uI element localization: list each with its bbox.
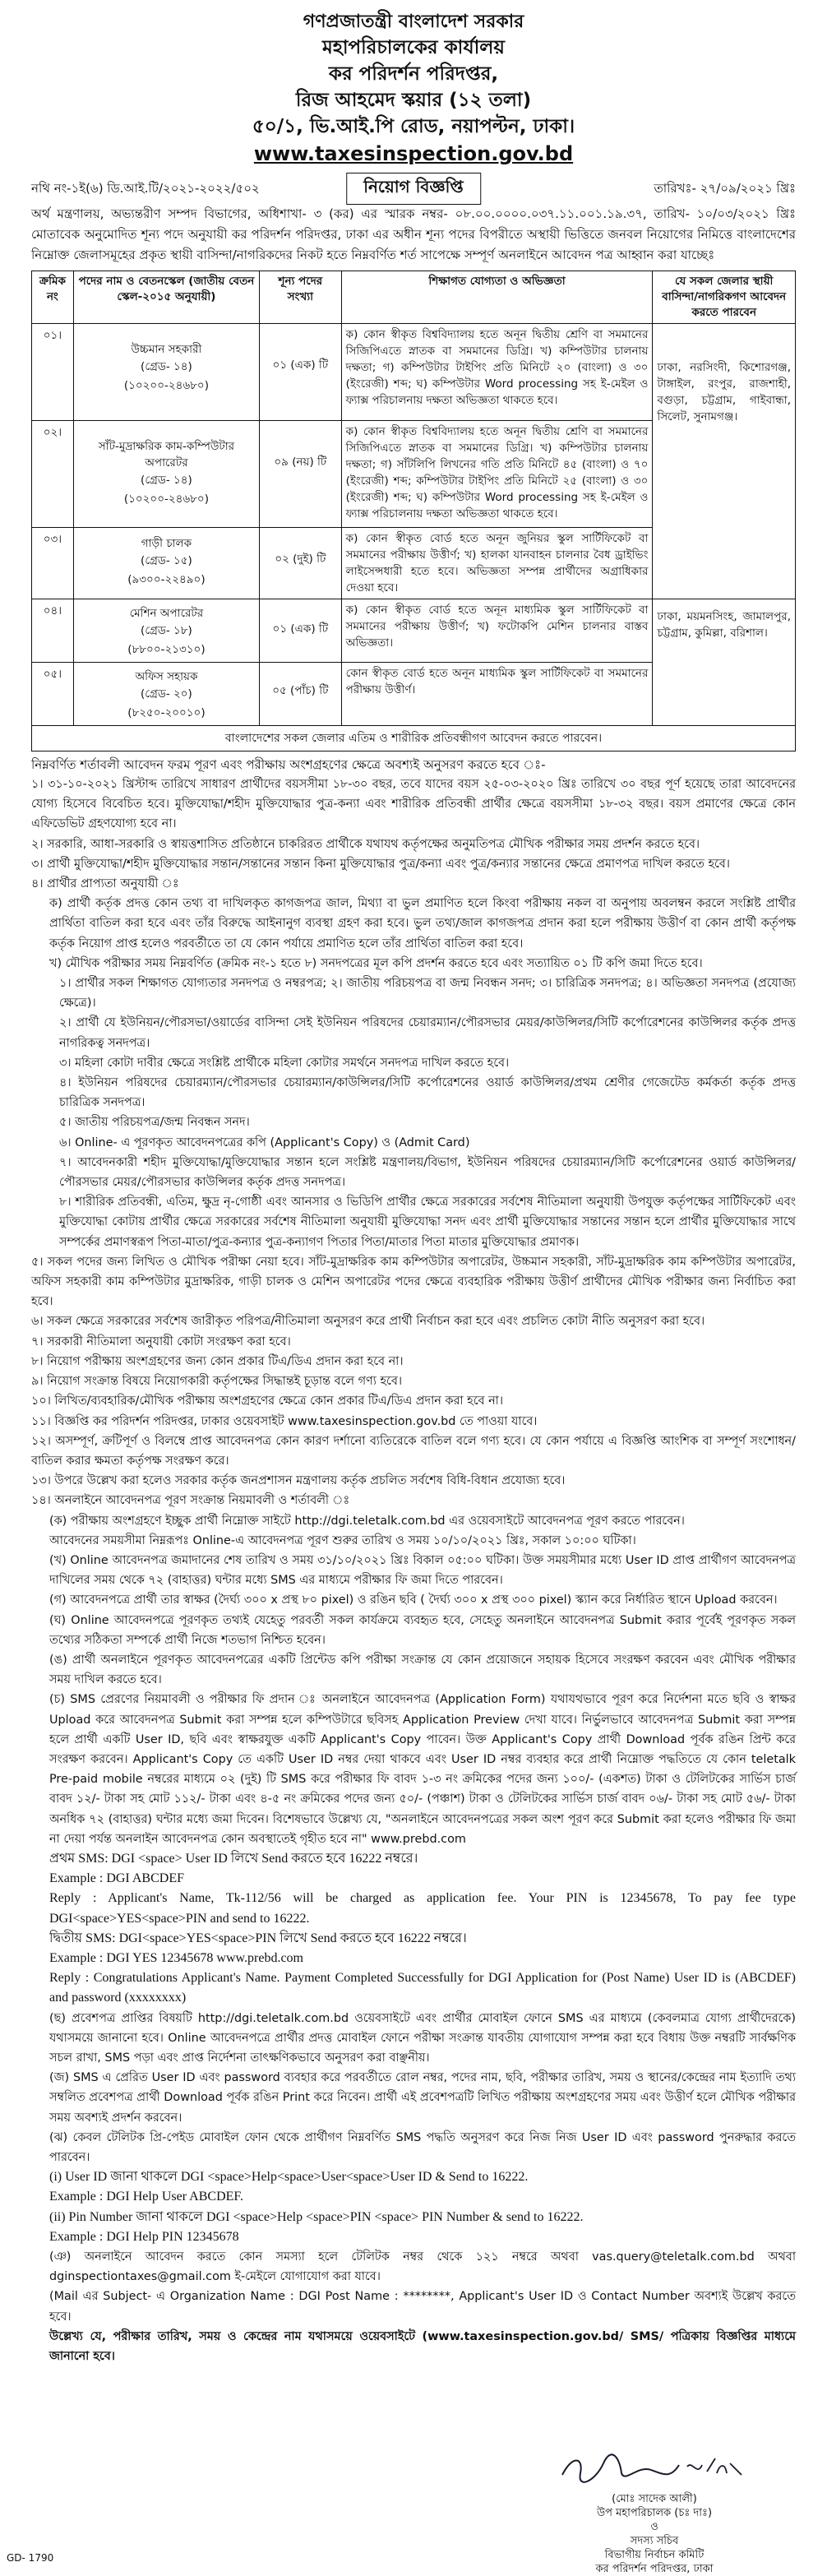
post-grade: (গ্রেড- ২০) (141, 687, 192, 701)
condition-item: (ছ) প্রবেশপত্র প্রাপ্তির বিষয়টি http://dgi.teletalk.com.bd ওয়েবসাইটে এবং প্রার্থীর মোবাইল ফোনে SMS এর মাধ্যমে (কেবলমাত্র যোগ্য প্রার্থীদেরকে) যথাসময়ে জানানো হবে। Online আবেদনপত্রে প্রার্থীর প্রদত্ত মোবাইল ফোনে পরীক্ষা সংক্রান্ত যাবতীয় যোগাযোগ সম্পন্ন করা হবে বিধায় উক্ত নম্বরটি সার্বক্ষণিক সচল রাখা, SMS পড়া এবং প্রাপ্ত নির্দেশনা তাৎক্ষণিকভাবে অনুসরণ করা বাঞ্ছনীয়। (49, 2011, 796, 2065)
office-name: মহাপরিচালকের কার্যালয় (322, 37, 505, 58)
letterhead (31, 10, 796, 168)
condition-item: (ঙ) প্রার্থী অনলাইনে পূরণকৃত আবেদনপত্রের একটি প্রিন্টেড কপি পরীক্ষা সংক্রান্ত যে কোন প্রয়োজনে সহায়ক হিসেবে সংরক্ষণ করবেন এবং মৌখিক পরীক্ষার সময় দাখিল করতে হবে। (49, 1653, 796, 1687)
count-value: ০১ (এক) টি (272, 622, 329, 636)
condition-item: ৮। নিয়োগ পরীক্ষায় অংশগ্রহণের জন্য কোন প্রকার টিএ/ডিএ প্রদান করা হবে না। (31, 1354, 404, 1368)
count-value: ০২ (দুই) টি (275, 553, 326, 566)
condition-item: (ঘ) Online আবেদনপত্রে পূরণকৃত তথ্যই যেহেতু পরবর্তী সকল কার্যক্রমে ব্যবহৃত হবে, সেহেতু অনলাইনে আবেদনপত্র Submit করার পূর্বেই পূরণকৃত সকল তথ্যের সঠিকতা সম্পর্কে প্রার্থী নিজে শতভাগ নিশ্চিত হবেন। (49, 1613, 796, 1647)
condition-item: ৬। Online- এ পূরণকৃত আবেদনপত্রের কপি (Applicant's Copy) ও (Admit Card) (59, 1135, 470, 1149)
condition-item: (চ) SMS প্রেরণের নিয়মাবলী ও পরীক্ষার ফি প্রদান ঃ অনলাইনে আবেদনপত্র (Application Form) যথাযথভাবে পূরণ করে নির্দেশনা মতে ছবি ও স্বাক্ষর Upload করে আবেদনপত্র Submit করা সম্পন্ন হলে কম্পিউটারে ছবিসহ Application Preview দেখা যাবে। নির্ভুলভাবে আবেদনপত্র Submit করা সম্পন্ন হলে প্রার্থী একটি User ID, ছবি এবং স্বাক্ষরযুক্ত একটি Applicant's Copy পাবেন। উক্ত Applicant's Copy প্রার্থী Download পূর্বক রঙিন প্রিন্ট করে সংরক্ষণ করবেন। Applicant's Copy তে একটি User ID নম্বর দেয়া থাকবে এবং User ID নম্বর ব্যবহার করে প্রার্থী নিম্নোক্ত পদ্ধতিতে যে কোন teletalk Pre-paid mobile নম্বরের মাধ্যমে ০২ (দুই) টি SMS করে পরীক্ষার ফি বাবদ ১-৩ নং ক্রমিকের পদের জন্য ১০০/- (একশত) টাকা ও টেলিটকের সার্ভিস চার্জ বাবদ ১২/- টাকা সহ মোট ১১২/- টাকা এবং ৪-৫ নং ক্রমিকের পদের জন্য ৫০/- (পঞ্চাশ) টাকা ও টেলিটকের সার্ভিস চার্জ বাবদ ০৬/- টাকা সহ মোট ৫৬/- টাকা অনধিক ৭২ (বাহাত্তর) ঘন্টার মধ্যে জমা দিবেন। বিশেষভাবে উল্লেখ্য যে, "অনলাইনে আবেদনপত্রের সকল অংশ পূরণ করে Submit করা হলেও পরীক্ষার ফি জমা না দেয়া পর্যন্ত অনলাইন আবেদনপত্র কোন অবস্থাতেই গৃহীত হবে না" www.prebd.com (49, 1693, 796, 1846)
address: ৫০/১, ভি.আই.পি রোড, নয়াপল্টন, ঢাকা। (252, 116, 575, 137)
sms-instruction: (ii) Pin Number জানা থাকলে DGI <space>Help <space>PIN <space> PIN Number & send to 16222. (49, 2209, 584, 2224)
table-row (32, 324, 796, 421)
signatory-designation: উপ মহাপরিচালক (চঃ দাঃ) (596, 2507, 713, 2519)
count-value: ০৫ (পাঁচ) টি (272, 684, 329, 697)
row-qualification: কোন স্বীকৃত বোর্ড হতে অনূন মাধ্যমিক স্কুল সার্টিফিকেট বা সমমানের পরীক্ষায় উত্তীর্ণ। (341, 663, 653, 726)
row-sl: ০৫। (32, 663, 74, 726)
condition-item: ১২। অসম্পূর্ণ, ক্রটিপূর্ণ ও বিলম্বে প্রাপ্ত আবেদনপত্র কোন কারণ দর্শানো ব্যতিরেকে বাতিল বলে গণ্য হবে। যে কোন পর্যায়ে এ বিজ্ঞপ্তি আংশিক বা সম্পূর্ণ সংশোধন/বাতিল করার ক্ষমতা কর্তৃপক্ষ সংরক্ষণ করে। (31, 1434, 796, 1468)
intro-paragraph: অর্থ মন্ত্রণালয়, অভ্যন্তরীণ সম্পদ বিভাগের, অধিশাখা- ৩ (কর) এর স্মারক নম্বর- ০৮.০০.০০০০.০৩৭.১১.০০১.১৯.৩৭, তারিখ- ১০/০৩/২০২১ খ্রিঃ মোতাবেক অনুমোদিত শূন্য পদে অনুযায়ী কর পরিদর্শন পরিদপ্তর, ঢাকা এর অধীন শূন্য পদের বিপরীতে অস্থায়ী ভিত্তিতে জনবল নিয়োগের নিমিত্তে বাংলাদেশের নিম্নোক্ত জেলাসমূহের প্রকৃত স্থায়ী বাসিন্দা/নাগরিকদের নিকট হতে নিম্নবর্ণিত শর্ত সাপেক্ষে সম্পূর্ণ অনলাইনে আবেদন পত্র আহ্বান করা যাচ্ছেঃ (31, 206, 796, 262)
sms-instruction: (i) User ID জানা থাকলে DGI <space>Help<space>User<space>User ID & Send to 16222. (49, 2170, 529, 2185)
govt-name: গণপ্রজাতন্ত্রী বাংলাদেশ সরকার (303, 12, 524, 32)
row-district (653, 599, 796, 726)
condition-item: ১। প্রার্থীর সকল শিক্ষাগত যোগ্যতার সনদপত্র ও নম্বরপত্র; ২। জাতীয় পরিচয়পত্র বা জন্ম নিবন্ধন সনদ; ৩। চারিত্রিক সনদপত্র; ৪। অভিজ্ঞতা সনদপত্র (প্রযোজ্য ক্ষেত্রে)। (59, 977, 796, 1011)
condition-item: (খ) Online আবেদনপত্র জমাদানের শেষ তারিখ ও সময় ৩১/১০/২০২১ খ্রিঃ বিকাল ০৫:০০ ঘটিকা। উক্ত সময়সীমার মধ্যে User ID প্রাপ্ত প্রার্থীগণ আবেদনপত্র দাখিলের সময় থেকে ৭২ (বাহাত্তর) ঘন্টার মধ্যে SMS এর মাধ্যমে পরীক্ষার ফি জমা দিতে পারবেন। (49, 1553, 796, 1588)
post-scale: (৯৩০০-২২৪৯০) (127, 573, 206, 586)
sms-example: Example : DGI YES 12345678 www.prebd.com (49, 1950, 303, 1965)
row-post (73, 421, 259, 528)
signature-block (547, 2449, 761, 2576)
sms-example: Example : DGI Help User ABCDEF. (49, 2190, 244, 2204)
condition-item: ক) প্রার্থী কর্তৃক প্রদত্ত কোন তথ্য বা দাখিলকৃত কাগজপত্র জাল, মিথ্যা বা ভুল প্রমাণিত হলে কিংবা পরীক্ষায় নকল বা অনুপায় অবলম্বন করলে সংশ্লিষ্ট প্রার্থীর প্রার্থিতা বাতিল করা হবে এবং তাঁর বিরুদ্ধে আইনানুগ ব্যবস্থা গ্রহণ করা হবে। ভুল তথ্য/জাল কাগজপত্র প্রদান করা হলে পরীক্ষায় উত্তীর্ণ বা কোন প্রার্থী কর্তৃপক্ষ কর্তৃক নিয়োগ প্রাপ্ত হলেও পরবর্তীতে তা যে কোন পর্যায়ে প্রমাণিত হলে তাঁর প্রার্থিতা বাতিল করা হবে। (49, 897, 796, 950)
table-note-row (32, 726, 796, 752)
signatory-role: সদস্য সচিব (630, 2535, 679, 2547)
post-title: মেশিন অপারেটর (129, 607, 204, 620)
department-name: কর পরিদর্শন পরিদপ্তর, (328, 63, 499, 85)
condition-item: ১১। বিজ্ঞপ্তি কর পরিদর্শন পরিদপ্তর, ঢাকার ওয়েবসাইট www.taxesinspection.gov.bd তে পাওয়া যাবে। (31, 1414, 538, 1428)
row-sl: ০২। (32, 421, 74, 528)
condition-item: ৫। জাতীয় পরিচয়পত্র/জন্ম নিবন্ধন সনদ। (59, 1116, 250, 1130)
row-post (73, 663, 259, 726)
vacancy-table (31, 271, 796, 752)
sms-reply: Reply : Applicant's Name, Tk-112/56 will be charged as application fee. Your PIN is 12345678, To pay fee type DGI<space>YES<space>PIN and send to 16222. (49, 1891, 796, 1926)
row-post (73, 528, 259, 599)
conditions-title: নিম্নবর্ণিত শর্তাবলী আবেদন ফরম পূরণ এবং পরীক্ষায় অংশগ্রহণের ক্ষেত্রে অবশ্যই অনুসরণ করতে হবে ঃ- (31, 757, 546, 772)
condition-item: ১০। লিখিত/ব্যবহারিক/মৌখিক পরীক্ষায় অংশগ্রহণের ক্ষেত্রে কোন প্রকার টিএ/ডিএ প্রদান করা হবে না। (31, 1394, 504, 1408)
row-count (260, 663, 342, 726)
post-scale: (১০২০০-২৪৬৮০) (123, 493, 209, 506)
mail-subject-note: (Mail এর Subject- এ Organization Name : DGI Post Name : ********, Applicant's User ID ও Contact Number অবশ্যই উল্লেখ করতে হবে। (49, 2290, 796, 2324)
table-header-row (32, 271, 796, 324)
condition-item: ৭। সরকারী নীতিমালা অনুযায়ী কোটা সংরক্ষণ করা হবে। (31, 1334, 291, 1348)
signatory-name: (মোঃ সাদেক আলী) (612, 2493, 697, 2505)
condition-item: ৬। সকল ক্ষেত্রে সরকারের সর্বশেষ জারীকৃত পরিপত্র/নীতিমালা অনুসরণ করে প্রার্থী নির্বাচন করা হবে এবং প্রচলিত কোটা নীতি অনুসরণ করা হবে। (31, 1315, 705, 1329)
district-list: ঢাকা, ময়মনসিংহ, জামালপুর, চট্টগ্রাম, কুমিল্লা, বরিশাল। (657, 610, 791, 640)
condition-item: (ঝ) কেবল টেলিটক প্রি-পেইড মোবাইল ফোন থেকে প্রার্থীগণ নিম্নবর্ণিত SMS পদ্ধতি অনুসরণ করে নিজ নিজ User ID এবং password পুনরুদ্ধার করতে পারবেন। (49, 2130, 796, 2165)
notice-title: নিয়োগ বিজ্ঞপ্তি (346, 173, 481, 205)
condition-item: ২। সরকারি, আধা-সরকারি ও স্বায়ত্তশাসিত প্রতিষ্ঠানে চাকরিরত প্রার্থীকে যথাযথ কর্তৃপক্ষের অনুমতিপত্র মৌখিক পরীক্ষার সময় প্রদর্শন করতে হবে। (31, 837, 700, 851)
sms-example: Example : DGI ABCDEF (49, 1871, 184, 1886)
post-grade: (গ্রেড- ১৮) (141, 624, 192, 637)
table-row (32, 599, 796, 663)
row-count (260, 528, 342, 599)
row-qualification: ক) কোন স্বীকৃত বোর্ড হতে অনূন মাধ্যমিক স্কুল সার্টিফিকেট বা সমমানের পরীক্ষায় উত্তীর্ণ; খ) ফটোকপি মেশিন চালনার বাস্তব অভিজ্ঞতা। (341, 599, 653, 663)
row-post (73, 324, 259, 421)
table-note: বাংলাদেশের সকল জেলার এতিম ও শারীরিক প্রতিবন্ধীগণ আবেদন করতে পারবেন। (32, 726, 796, 752)
signatory-office: কর পরিদর্শন পরিদপ্তর, ঢাকা (595, 2563, 714, 2575)
condition-item: (গ) আবেদনপত্রে প্রার্থী তার স্বাক্ষর (দৈর্ঘ্য ৩০০ x প্রস্থ ৮০ pixel) ও রঙিন ছবি ( দৈর্ঘ্য ৩০০ x প্রস্থ ৩০০ pixel) স্ক্যান করে নির্ধারিত স্থানে Upload করবেন। (49, 1593, 778, 1607)
row-district (653, 324, 796, 599)
row-sl: ০৪। (32, 599, 74, 663)
condition-item: ১৪। অনলাইনে আবেদনপত্র পূরণ সংক্রান্ত নিয়মাবলী ও শর্তাবলী ঃ (31, 1494, 350, 1508)
post-title: অফিস সহায়ক (135, 670, 198, 683)
post-grade: (গ্রেড- ১৪) (141, 360, 192, 373)
row-post (73, 599, 259, 663)
footer-code: GD- 1790 (7, 2552, 54, 2564)
condition-item: ৩। মহিলা কোটা দাবীর ক্ষেত্রে সংশ্লিষ্ট প্রার্থীকে মহিলা কোটার সমর্থনে সনদপত্র দাখিল করতে হবে। (59, 1056, 510, 1070)
col-qualification: শিক্ষাগত যোগ্যতা ও অভিজ্ঞতা (341, 271, 653, 324)
col-district: যে সকল জেলার স্থায়ী বাসিন্দা/নাগরিকগণ আবেদন করতে পারবেন (653, 271, 796, 324)
signatory-and: ও (650, 2521, 658, 2533)
row-count (260, 324, 342, 421)
row-qualification: ক) কোন স্বীকৃত বিশ্ববিদ্যালয় হতে অনূন দ্বিতীয় শ্রেণি বা সমমানের সিজিপিএতে স্নাতক বা সমমানের ডিগ্রি। খ) কম্পিউটার চালনায় দক্ষতা; গ) কম্পিউটার টাইপিং প্রতি মিনিটে ২০ (বাংলা) ও ৩০ (ইংরেজী) শব্দ; ঘ) কম্পিউটার Word processing সহ ই-মেইল ও ফ্যাক্স পরিচালনায় দক্ষতা অভিজ্ঞতা থাকতে হবে। (341, 324, 653, 421)
post-grade: (গ্রেড- ১৫) (141, 554, 192, 567)
col-post: পদের নাম ও বেতনস্কেল (জাতীয় বেতন স্কেল-২০১৫ অনুযায়ী) (73, 271, 259, 324)
sms-reply: Reply : Congratulations Applicant's Name. Payment Completed Successfully for DGI Application for (Post Name) User ID is (ABCDEF) and password (xxxxxxxx) (49, 1971, 796, 2005)
sms-example: Example : DGI Help PIN 12345678 (49, 2229, 239, 2244)
condition-item: ৮। শারীরিক প্রতিবন্ধী, এতিম, ক্ষুদ্র নৃ-গোষ্ঠী এবং আনসার ও ভিডিপি প্রার্থীর ক্ষেত্রে সরকারের সর্বশেষ নীতিমালা অনুযায়ী উপযুক্ত কর্তৃপক্ষের সার্টিফিকেট এবং মুক্তিযোদ্ধা কোটায় প্রার্থীর ক্ষেত্রে সরকারের সর্বশেষ নীতিমালা অনুযায়ী মুক্তিযোদ্ধা সনদ এবং প্রার্থী মুক্তিযোদ্ধার সন্তানের সন্তান হলে প্রার্থীর মুক্তিযোদ্ধার সাথে সম্পর্কের প্রমাণস্বরূপ পিতা-মাতা/পুত্র-কন্যার পুত্র-কন্যাগণ পিতার পিতা/মাতার পিতা মাতার মুক্তিযোদ্ধার প্রমাণক। (59, 1196, 796, 1249)
row-sl: ০১। (32, 324, 74, 421)
sms-instruction: দ্বিতীয় SMS: DGI<space>YES<space>PIN লিখে Send করতে হবে 16222 নম্বরে। (49, 1931, 467, 1945)
condition-item: ১। ৩১-১০-২০২১ খ্রিস্টাব্দ তারিখে সাধারণ প্রার্থীদের বয়সসীমা ১৮-৩০ বছর, তবে যাদের বয়স ২৫-০৩-২০২০ খ্রিঃ তারিখে ৩০ বছর পূর্ণ হয়েছে তারা আবেদনের যোগ্য হিসেবে বিবেচিত হবে। মুক্তিযোদ্ধা/শহীদ মুক্তিযোদ্ধার পুত্র-কন্যা এবং শারীরিক প্রতিবন্ধী প্রার্থীর ক্ষেত্রে বয়সসীমা ১৮-৩২ বছর। বয়স প্রমাণের ক্ষেত্রে কোন এফিডেভিট গ্রহণযোগ্য হবে না। (31, 778, 796, 831)
condition-item: ৭। আবেদনকারী শহীদ মুক্তিযোদ্ধা/মুক্তিযোদ্ধার সন্তান হলে সংশ্লিষ্ট মন্ত্রণালয়/বিভাগ, ইউনিয়ন পরিষদের চেয়ারম্যান/সিটি কর্পোরেশনের ওয়ার্ড কাউন্সিলর/পৌরসভার মেয়র/পৌরসভার কাউন্সিলর কর্তৃক প্রদত্ত সনদপত্র। (59, 1155, 796, 1190)
row-sl: ০৩। (32, 528, 74, 599)
post-title: উচ্চমান সহকারী (131, 343, 202, 356)
website-link[interactable]: www.taxesinspection.gov.bd (253, 142, 574, 165)
condition-item: ৪। ইউনিয়ন পরিষদের চেয়ারম্যান/পৌরসভার চেয়ারম্যান/কাউন্সিলর/সিটি কর্পোরেশনের ওয়ার্ড কাউন্সিলর/প্রথম শ্রেণীর গেজেটেড কর্মকর্তা কর্তৃক প্রদত্ত চারিত্রিক সনদপত্র। (59, 1076, 796, 1110)
condition-item: খ) মৌখিক পরীক্ষার সময় নিম্নবর্ণিত (ক্রমিক নং-১ হতে ৮) সনদপত্রের মূল কপি প্রদর্শন করতে হবে এবং সত্যায়িত ০১ টি কপি জমা দিতে হবে। (49, 956, 703, 970)
post-scale: (৮৮০০-২১৩১০) (127, 643, 206, 656)
row-qualification: ক) কোন স্বীকৃত বিশ্ববিদ্যালয় হতে অনূন দ্বিতীয় শ্রেণি বা সমমানের সিজিপিএতে স্নাতক বা সমমানের ডিগ্রি। খ) কম্পিউটার চালনায় দক্ষতা; গ) সাঁটলিপি লিখনের গতি প্রতি মিনিটে ৪৫ (বাংলা) ও ৭০ (ইংরেজী) শব্দ; কম্পিউটার টাইপিং প্রতি মিনিটে ২৫ (বাংলা) ও ৩০ (ইংরেজী) শব্দ; ঘ) কম্পিউটার Word processing সহ ই-মেইল ও ফ্যাক্স পরিচালনায় দক্ষতা অভিজ্ঞতা থাকতে হবে। (341, 421, 653, 528)
condition-item: ৯। নিয়োগ সংক্রান্ত বিষয়ে নিয়োগকারী কর্তৃপক্ষের সিদ্ধান্তই চূড়ান্ত বলে গণ্য হবে। (31, 1375, 402, 1389)
count-value: ০৯ (নয়) টি (274, 456, 327, 469)
post-scale: (৮২৫০-২০০১০) (127, 706, 206, 719)
sms-instruction: প্রথম SMS: DGI <space> User ID লিখে Send করতে হবে 16222 নম্বরে। (49, 1851, 418, 1866)
condition-item: ৫। সকল পদের জন্য লিখিত ও মৌখিক পরীক্ষা নেয়া হবে। সাঁট-মুদ্রাক্ষরিক কাম কম্পিউটার অপারেটর, উচ্চমান সহকারী, সাঁট-মুদ্রাক্ষরিক কাম কম্পিউটার অপারেটর, অফিস সহকারী কাম কম্পিউটার মুদ্রাক্ষরিক, গাড়ী চালক ও মেশিন অপারেটর পদের ক্ষেত্রে ব্যবহারিক পরীক্ষায় উত্তীর্ণ প্রার্থীদের মৌখিক পরীক্ষার জন্য নির্বাচিত করা হবে। (31, 1255, 796, 1309)
condition-item: আবেদনের সময়সীমা নিম্নরূপঃ Online-এ আবেদনপত্র পূরণ শুরুর তারিখ ও সময় ১০/১০/২০২১ খ্রিঃ, সকাল ১০:০০ ঘটিকা। (49, 1533, 636, 1547)
post-title: সাঁট-মুদ্রাক্ষরিক কাম-কম্পিউটার অপারেটর (98, 440, 235, 469)
post-scale: (১০২০০-২৪৬৮০) (123, 379, 209, 392)
condition-item: ৪। প্রার্থীর প্রাপ্যতা অনুযায়ী ঃ (31, 877, 179, 891)
contact-info: (ঞ) অনলাইনে আবেদন করতে কোন সমস্যা হলে টেলিটক নম্বর থেকে ১২১ নম্বরে অথবা vas.query@teletalk.com.bd অথবা dginspectiontaxes@gmail.com ই-মেইলে যোগাযোগ করা যাবে। (49, 2250, 796, 2284)
final-note: উল্লেখ্য যে, পরীক্ষার তারিখ, সময় ও কেন্দ্রের নাম যথাসময়ে ওয়েবসাইটে (www.taxesinspection.gov.bd/ SMS/ পত্রিকায় বিজ্ঞপ্তির মাধ্যমে জানানো হবে। (49, 2329, 796, 2364)
row-count (260, 421, 342, 528)
row-count (260, 599, 342, 663)
condition-item: ২। প্রার্থী যে ইউনিয়ন/পৌরসভা/ওয়ার্ডের বাসিন্দা সেই ইউনিয়ন পরিষদের চেয়ারম্যান/পৌরসভার মেয়র/কাউন্সিলর/সিটি কর্পোরেশনের কাউন্সিলর কর্তৃক প্রদত্ত নাগরিকত্ব সনদপত্র। (59, 1016, 796, 1050)
post-title: গাড়ী চালক (141, 537, 192, 550)
building-name: রিজ আহমেদ স্কয়ার (১২ তলা) (295, 90, 532, 111)
condition-item: (জ) SMS এ প্রেরিত User ID এবং password ব্যবহার করে পরবর্তীতে রোল নম্বর, পদের নাম, ছবি, পরীক্ষার তারিখ, সময় ও স্থানের/কেন্দ্রের নাম ইত্যাদি তথ্য সম্বলিত প্রবেশপত্র প্রার্থী Download পূর্বক রঙিন Print করে নিবেন। প্রার্থী এই প্রবেশপত্রটি লিখিত পরীক্ষায় অংশগ্রহণের সময় এবং উত্তীর্ণ হলে মৌখিক পরীক্ষার সময় অবশ্যই প্রদর্শন করবেন। (49, 2071, 796, 2125)
col-count: শূন্য পদের সংখ্যা (260, 271, 342, 324)
notice-date: তারিখঃ- ২৭/০৯/২০২১ খ্রিঃ (654, 181, 796, 196)
reference-row (31, 173, 796, 201)
condition-item: (ক) পরীক্ষায় অংশগ্রহণে ইচ্ছুক প্রার্থী নিম্নোক্ত সাইটে http://dgi.teletalk.com.bd এর ওয়েবসাইটে আবেদনপত্র পূরণ করতে পারবেন। (49, 1514, 685, 1528)
condition-item: ৩। প্রার্থী মুক্তিযোদ্ধা/শহীদ মুক্তিযোদ্ধার সন্তান/সন্তানের সন্তান কিনা মুক্তিযোদ্ধার পুত্র/কন্যা এবং পুত্র/কন্যার সন্তানের ক্ষেত্রে প্রমাণপত্র দাখিল করতে হবে। (31, 857, 730, 871)
conditions-list (31, 775, 796, 2366)
condition-item: ১৩। উপরে উল্লেখ করা হলেও সরকার কর্তৃক জনপ্রশাসন মন্ত্রণালয় কর্তৃক প্রচলিত সর্বশেষ বিধি-বিধান প্রযোজ্য হবে। (31, 1474, 566, 1488)
signatory-committee: বিভাগীয় নির্বাচন কমিটি (604, 2549, 705, 2561)
row-qualification: ক) কোন স্বীকৃত বোর্ড হতে অনূন জুনিয়র স্কুল সার্টিফিকেট বা সমমানের পরীক্ষায় উত্তীর্ণ; খ) হালকা যানবাহন চালনার বৈধ ড্রাইভিং লাইসেন্সধারী হতে হবে। অভিজ্ঞতা সম্পন্ন প্রার্থীদের অগ্রাধিকার দেওয়া হবে। (341, 528, 653, 599)
district-list: ঢাকা, নরসিংদী, কিশোরগঞ্জ, টাঙ্গাইল, রংপুর, রাজশাহী, বগুড়া, চট্টগ্রাম, গাইবান্ধা, সিলেট, সুনামগঞ্জ। (657, 361, 791, 423)
memo-number: নথি নং-১ই(৬) ডি.আই.টি/২০২১-২০২২/৫০২ (31, 181, 260, 196)
post-grade: (গ্রেড- ১৪) (141, 474, 192, 487)
handwritten-signature (556, 2449, 753, 2488)
count-value: ০১ (এক) টি (272, 358, 329, 372)
col-sl: ক্রমিক নং (32, 271, 74, 324)
